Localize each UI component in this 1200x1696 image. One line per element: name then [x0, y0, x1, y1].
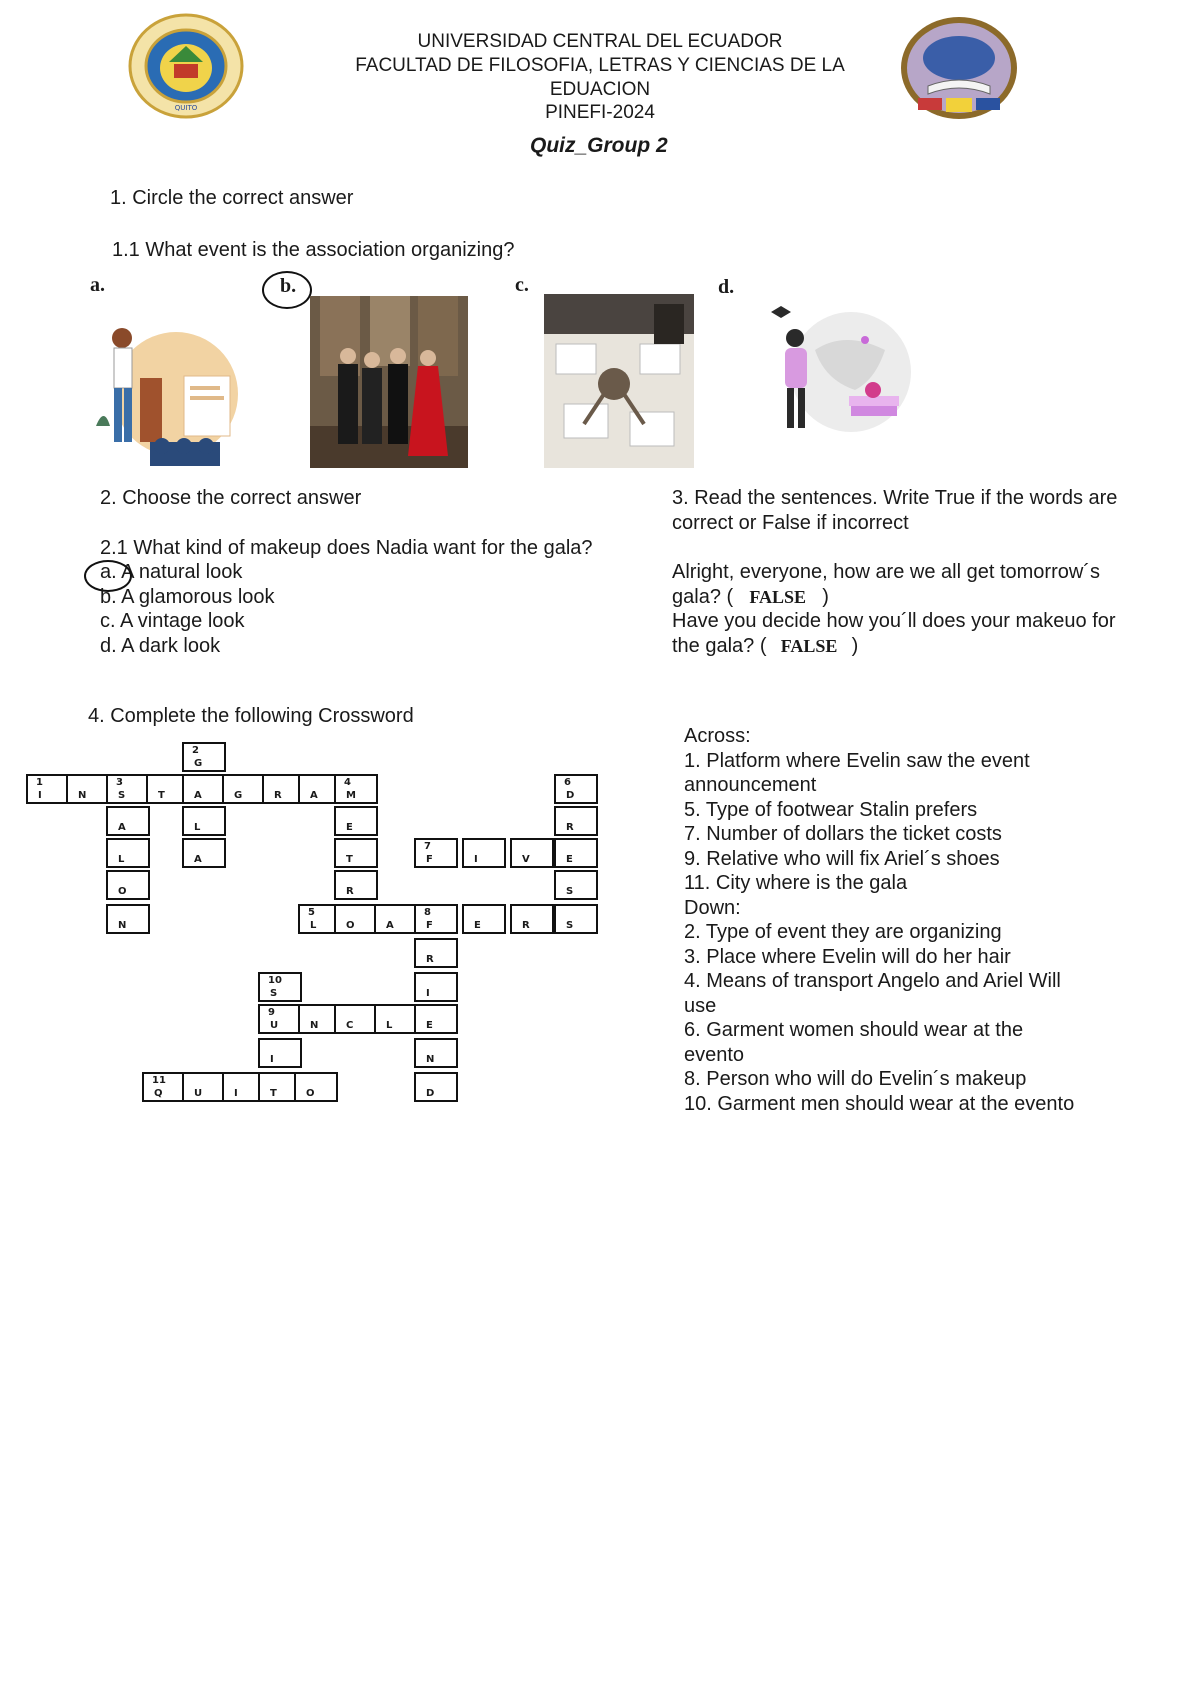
- crossword-cell[interactable]: 4 M: [334, 774, 378, 804]
- crossword-cell[interactable]: E: [554, 838, 598, 868]
- down-clue: 10. Garment men should wear at the evento: [684, 1092, 1075, 1115]
- q3-s1-open: gala? (: [672, 586, 734, 608]
- q1-instruction: 1. Circle the correct answer: [110, 187, 354, 209]
- q3-instruction-line2: correct or False if incorrect: [672, 512, 909, 534]
- crossword-cell[interactable]: D: [414, 1072, 458, 1102]
- crossword-cell[interactable]: N: [66, 774, 110, 804]
- down-clue: 4. Means of transport Angelo and Ariel Will: [684, 970, 1061, 992]
- crossword-cell[interactable]: 10 S: [258, 972, 302, 1002]
- down-clue: 6. Garment women should wear at the: [684, 1019, 1024, 1041]
- q1-option-a-label[interactable]: a.: [90, 274, 105, 296]
- q2-option-a[interactable]: a. A natural look: [100, 561, 243, 583]
- crossword-cell[interactable]: 9 U: [258, 1004, 302, 1034]
- crossword-cell[interactable]: L: [106, 838, 150, 868]
- crossword-cell[interactable]: A: [298, 774, 342, 804]
- q3-s2-open: the gala? (: [672, 635, 767, 657]
- crossword-cell[interactable]: O: [106, 870, 150, 900]
- header-program: PINEFI-2024: [545, 102, 655, 123]
- q2-option-d[interactable]: d. A dark look: [100, 635, 221, 657]
- q1-option-d-label[interactable]: d.: [718, 276, 735, 298]
- crossword-cell[interactable]: R: [262, 774, 306, 804]
- down-clue: 3. Place where Evelin will do her hair: [684, 945, 1011, 968]
- workshop-photo[interactable]: [544, 294, 694, 468]
- down-clue: 8. Person who will do Evelin´s makeup: [684, 1068, 1027, 1090]
- q3-s1-answer[interactable]: FALSE: [749, 587, 807, 607]
- down-clue: 2. Type of event they are organizing: [684, 921, 1002, 943]
- across-title: Across:: [684, 725, 751, 747]
- crossword-cell[interactable]: I: [414, 972, 458, 1002]
- header-university: UNIVERSIDAD CENTRAL DEL ECUADOR: [417, 31, 783, 52]
- q2-question: 2.1 What kind of makeup does Nadia want for the gala?: [100, 537, 593, 559]
- crossword-clues: [684, 724, 1164, 1116]
- q3-sentence2-line1: Have you decide how you´ll does your makeuo for: [672, 610, 1116, 632]
- q4-instruction: 4. Complete the following Crossword: [88, 705, 414, 727]
- q1-answer-circle: [262, 271, 312, 309]
- crossword-cell[interactable]: A: [106, 806, 150, 836]
- q2-instruction: 2. Choose the correct answer: [100, 487, 362, 509]
- across-clue: 7. Number of dollars the ticket costs: [684, 823, 1002, 845]
- q3-s1-close: ): [822, 586, 829, 608]
- crossword-cell[interactable]: I: [462, 838, 506, 868]
- svg-text:QUITO: QUITO: [174, 104, 198, 112]
- header-faculty: FACULTAD DE FILOSOFIA, LETRAS Y CIENCIAS DE LA: [355, 55, 845, 76]
- q3-sentence1-line2: [672, 585, 829, 609]
- crossword-cell[interactable]: A: [182, 838, 226, 868]
- crossword-cell[interactable]: E: [414, 1004, 458, 1034]
- q3-sentence1-line1: Alright, everyone, how are we all get tomorrow´s: [672, 561, 1100, 583]
- crossword-cell[interactable]: T: [258, 1072, 302, 1102]
- crossword-cell[interactable]: U: [182, 1072, 226, 1102]
- header-faculty-cont: EDUACION: [549, 79, 651, 100]
- crossword-cell[interactable]: A: [374, 904, 418, 934]
- q3-sentence2-line2: [672, 634, 858, 658]
- crossword-cell[interactable]: 2 G: [182, 742, 226, 772]
- crossword-cell[interactable]: S: [554, 904, 598, 934]
- crossword-cell[interactable]: L: [374, 1004, 418, 1034]
- q2-option-b[interactable]: b. A glamorous look: [100, 586, 275, 608]
- gala-photo[interactable]: [310, 296, 468, 468]
- crossword-cell[interactable]: N: [414, 1038, 458, 1068]
- crossword-cell[interactable]: N: [106, 904, 150, 934]
- crossword-cell[interactable]: V: [510, 838, 554, 868]
- q3-s2-close: ): [851, 635, 859, 657]
- across-clue: announcement: [684, 774, 817, 796]
- crossword-cell[interactable]: C: [334, 1004, 378, 1034]
- crossword-cell[interactable]: I: [222, 1072, 266, 1102]
- crossword-cell[interactable]: E: [334, 806, 378, 836]
- crossword-cell[interactable]: R: [510, 904, 554, 934]
- down-title: Down:: [684, 896, 741, 919]
- speaker-illustration[interactable]: [92, 316, 240, 466]
- crossword-cell[interactable]: 8 F: [414, 904, 458, 934]
- crossword-cell[interactable]: L: [182, 806, 226, 836]
- crossword-cell[interactable]: 1 I: [26, 774, 70, 804]
- q2-option-c[interactable]: c. A vintage look: [100, 610, 245, 632]
- across-clue: 5. Type of footwear Stalin prefers: [684, 798, 978, 821]
- crossword-cell[interactable]: 6 D: [554, 774, 598, 804]
- q1-option-c-label[interactable]: c.: [515, 274, 529, 296]
- q1-question: 1.1 What event is the association organizing?: [112, 239, 515, 261]
- across-clue: 9. Relative who will fix Ariel´s shoes: [684, 847, 1000, 870]
- crossword-cell[interactable]: 7 F: [414, 838, 458, 868]
- q3-instruction-line1: 3. Read the sentences. Write True if the words are: [672, 487, 1118, 509]
- quiz-title: Quiz_Group 2: [530, 134, 668, 157]
- crossword-cell[interactable]: G: [222, 774, 266, 804]
- across-clue: 11. City where is the gala: [684, 872, 908, 894]
- crossword-cell[interactable]: R: [414, 938, 458, 968]
- crossword-cell[interactable]: E: [462, 904, 506, 934]
- crossword-cell[interactable]: R: [334, 870, 378, 900]
- crossword-cell[interactable]: I: [258, 1038, 302, 1068]
- crossword-cell[interactable]: O: [334, 904, 378, 934]
- crossword-cell[interactable]: 3 S: [106, 774, 150, 804]
- crossword-cell[interactable]: A: [182, 774, 226, 804]
- crossword-cell[interactable]: O: [294, 1072, 338, 1102]
- crossword-cell[interactable]: 5 L: [298, 904, 342, 934]
- down-clue: evento: [684, 1043, 745, 1066]
- q3-s2-answer[interactable]: FALSE: [780, 636, 838, 656]
- crossword-cell[interactable]: N: [298, 1004, 342, 1034]
- q1-option-b-label[interactable]: b.: [280, 275, 297, 297]
- crossword-cell[interactable]: T: [146, 774, 190, 804]
- across-clue: 1. Platform where Evelin saw the event: [684, 749, 1030, 772]
- student-world-illustration[interactable]: [755, 300, 919, 468]
- crossword-cell[interactable]: 11 Q: [142, 1072, 186, 1102]
- crossword-cell[interactable]: T: [334, 838, 378, 868]
- crossword-cell[interactable]: S: [554, 870, 598, 900]
- crossword-cell[interactable]: R: [554, 806, 598, 836]
- down-clue: use: [684, 994, 717, 1017]
